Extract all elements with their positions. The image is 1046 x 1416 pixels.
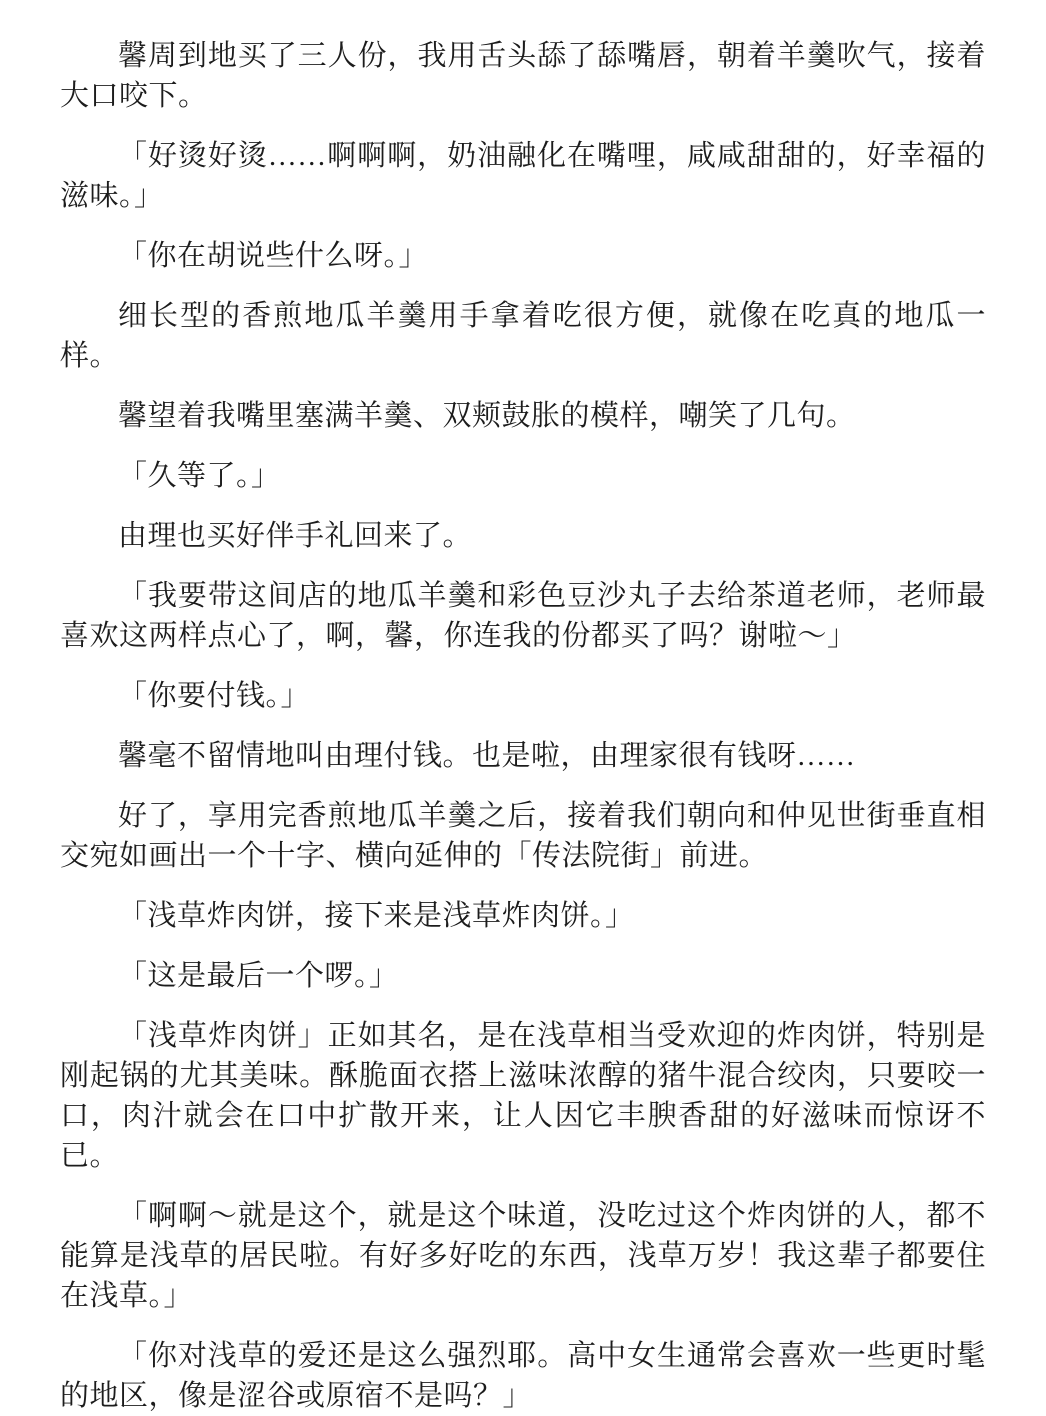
paragraph: 「浅草炸肉饼，接下来是浅草炸肉饼。」 <box>118 900 635 932</box>
paragraph: 「浅草炸肉饼」正如其名，是在浅草相当受欢迎的炸肉饼，特别是刚起锅的尤其美味。酥脆面衣搭上滋味浓醇的猪牛混合绞肉，只要咬一口，肉汁就会在口中扩散开来，让人因它丰腴香甜的好滋味而惊讶不已。 <box>60 1020 986 1172</box>
paragraph: 「这是最后一个啰。」 <box>118 960 399 992</box>
paragraph: 馨毫不留情地叫由理付钱。也是啦，由理家很有钱呀…… <box>118 740 856 772</box>
paragraph: 馨望着我嘴里塞满羊羹、双颊鼓胀的模样，嘲笑了几句。 <box>118 400 856 432</box>
paragraph: 「我要带这间店的地瓜羊羹和彩色豆沙丸子去给茶道老师，老师最喜欢这两样点心了，啊，馨，你连我的份都买了吗？谢啦～」 <box>60 580 986 652</box>
paragraph: 「好烫好烫……啊啊啊，奶油融化在嘴哩，咸咸甜甜的，好幸福的滋味。」 <box>60 140 986 212</box>
paragraph: 好了，享用完香煎地瓜羊羹之后，接着我们朝向和仲见世街垂直相交宛如画出一个十字、横向延伸的「传法院街」前进。 <box>60 800 986 872</box>
text-content <box>60 36 986 1416</box>
paragraph: 「你对浅草的爱还是这么强烈耶。高中女生通常会喜欢一些更时髦的地区，像是涩谷或原宿不是吗？」 <box>60 1340 986 1412</box>
paragraph: 「你在胡说些什么呀。」 <box>118 240 429 272</box>
paragraph: 「啊啊～就是这个，就是这个味道，没吃过这个炸肉饼的人，都不能算是浅草的居民啦。有好多好吃的东西，浅草万岁！我这辈子都要住在浅草。」 <box>60 1200 986 1312</box>
paragraph: 馨周到地买了三人份，我用舌头舔了舔嘴唇，朝着羊羹吹气，接着大口咬下。 <box>60 40 986 112</box>
paragraph: 「你要付钱。」 <box>118 680 311 712</box>
paragraph: 「久等了。」 <box>118 460 281 492</box>
paragraph: 由理也买好伴手礼回来了。 <box>118 520 473 552</box>
paragraph: 细长型的香煎地瓜羊羹用手拿着吃很方便，就像在吃真的地瓜一样。 <box>60 300 986 372</box>
